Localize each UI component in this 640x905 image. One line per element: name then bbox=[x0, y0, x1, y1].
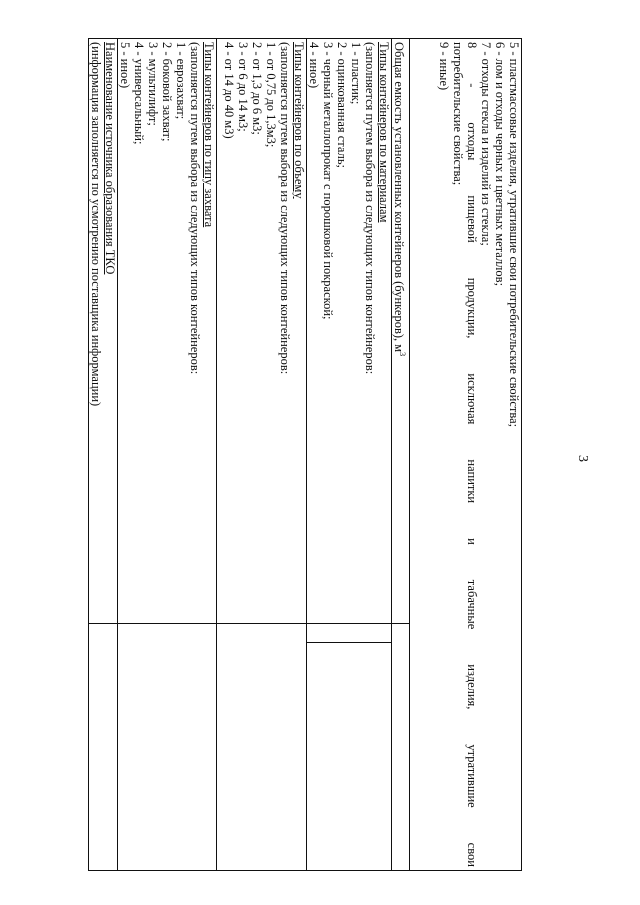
container-info-table bbox=[88, 38, 522, 871]
section-note: (информация заполняется по усмотрению поставщика информации) bbox=[88, 42, 103, 407]
grip-label-cell bbox=[117, 39, 216, 624]
list-item: 2 - оцинкованная сталь; bbox=[334, 42, 349, 168]
materials-value-subtable bbox=[307, 624, 391, 870]
table-row bbox=[391, 39, 409, 871]
list-item: 8 - отходы пищевой продукции, исключая напитки и табачные изделия, утратившие свои bbox=[465, 42, 479, 867]
capacity-label: Общая емкость установленных контейнеров (бункеров), $м^3$ bbox=[391, 39, 409, 624]
form-table-rotated bbox=[88, 38, 522, 870]
list-item: 7 - отходы стекла и изделий из стекла; bbox=[479, 42, 493, 246]
list-item: 2 - боковой захват; bbox=[159, 42, 174, 142]
section-title: Наименование источника образования ТКО bbox=[102, 42, 117, 275]
list-item: 4 - иное) bbox=[306, 42, 321, 89]
section-note: (заполняется путем выбора из следующих типов контейнеров: bbox=[187, 42, 202, 375]
list-item: 4 - от 14 до 40 м3) bbox=[221, 42, 236, 139]
table-row bbox=[117, 39, 216, 871]
page-number: 3 bbox=[575, 455, 590, 462]
table-row bbox=[306, 39, 391, 871]
section-title: Типы контейнеров по объему bbox=[291, 42, 306, 199]
list-item: 2 - от 1,3 до 6 м3; bbox=[249, 42, 264, 135]
capacity-value-cell bbox=[391, 624, 409, 871]
table-row bbox=[410, 39, 522, 871]
source-label-cell bbox=[88, 39, 117, 624]
materials-value-cell bbox=[306, 624, 391, 871]
list-item: 9 - иные) bbox=[437, 42, 451, 91]
list-item: 6 - лом и отходы черных и цветных металлов; bbox=[493, 42, 507, 287]
volume-label-cell bbox=[216, 39, 306, 624]
list-item: 3 - мультилифт; bbox=[145, 42, 160, 126]
list-item: 5 - пластмассовые изделия, утратившие свои потребительские свойства; bbox=[507, 42, 521, 428]
list-item: 3 - от 6 до 14 м3; bbox=[235, 42, 250, 132]
table-row bbox=[88, 39, 117, 871]
list-item: потребительские свойства; bbox=[451, 42, 465, 186]
list-item: 1 - от 0,75 до 1,3м3; bbox=[263, 42, 278, 148]
materials-label-cell bbox=[306, 39, 391, 624]
list-item: 3 - черный металлопрокат с порошковой покраской; bbox=[320, 42, 335, 320]
list-item: 5 - иное) bbox=[117, 42, 132, 89]
list-item: 1 - еврозахват; bbox=[173, 42, 188, 120]
section-title: Типы контейнеров по типу захвата bbox=[201, 42, 216, 228]
list-item: 4 - универсальный; bbox=[131, 42, 146, 145]
list-item: 1 - пластик; bbox=[348, 42, 363, 105]
section-note: (заполняется путем выбора из следующих типов контейнеров: bbox=[362, 42, 377, 375]
volume-value-cell bbox=[216, 624, 306, 871]
waste-types-continuation-cell bbox=[410, 39, 522, 871]
grip-value-cell bbox=[117, 624, 216, 871]
section-title: Типы контейнеров по материалам bbox=[376, 42, 391, 223]
source-value-cell bbox=[88, 624, 117, 871]
section-note: (заполняется путем выбора из следующих типов контейнеров: bbox=[277, 42, 292, 375]
table-row bbox=[216, 39, 306, 871]
